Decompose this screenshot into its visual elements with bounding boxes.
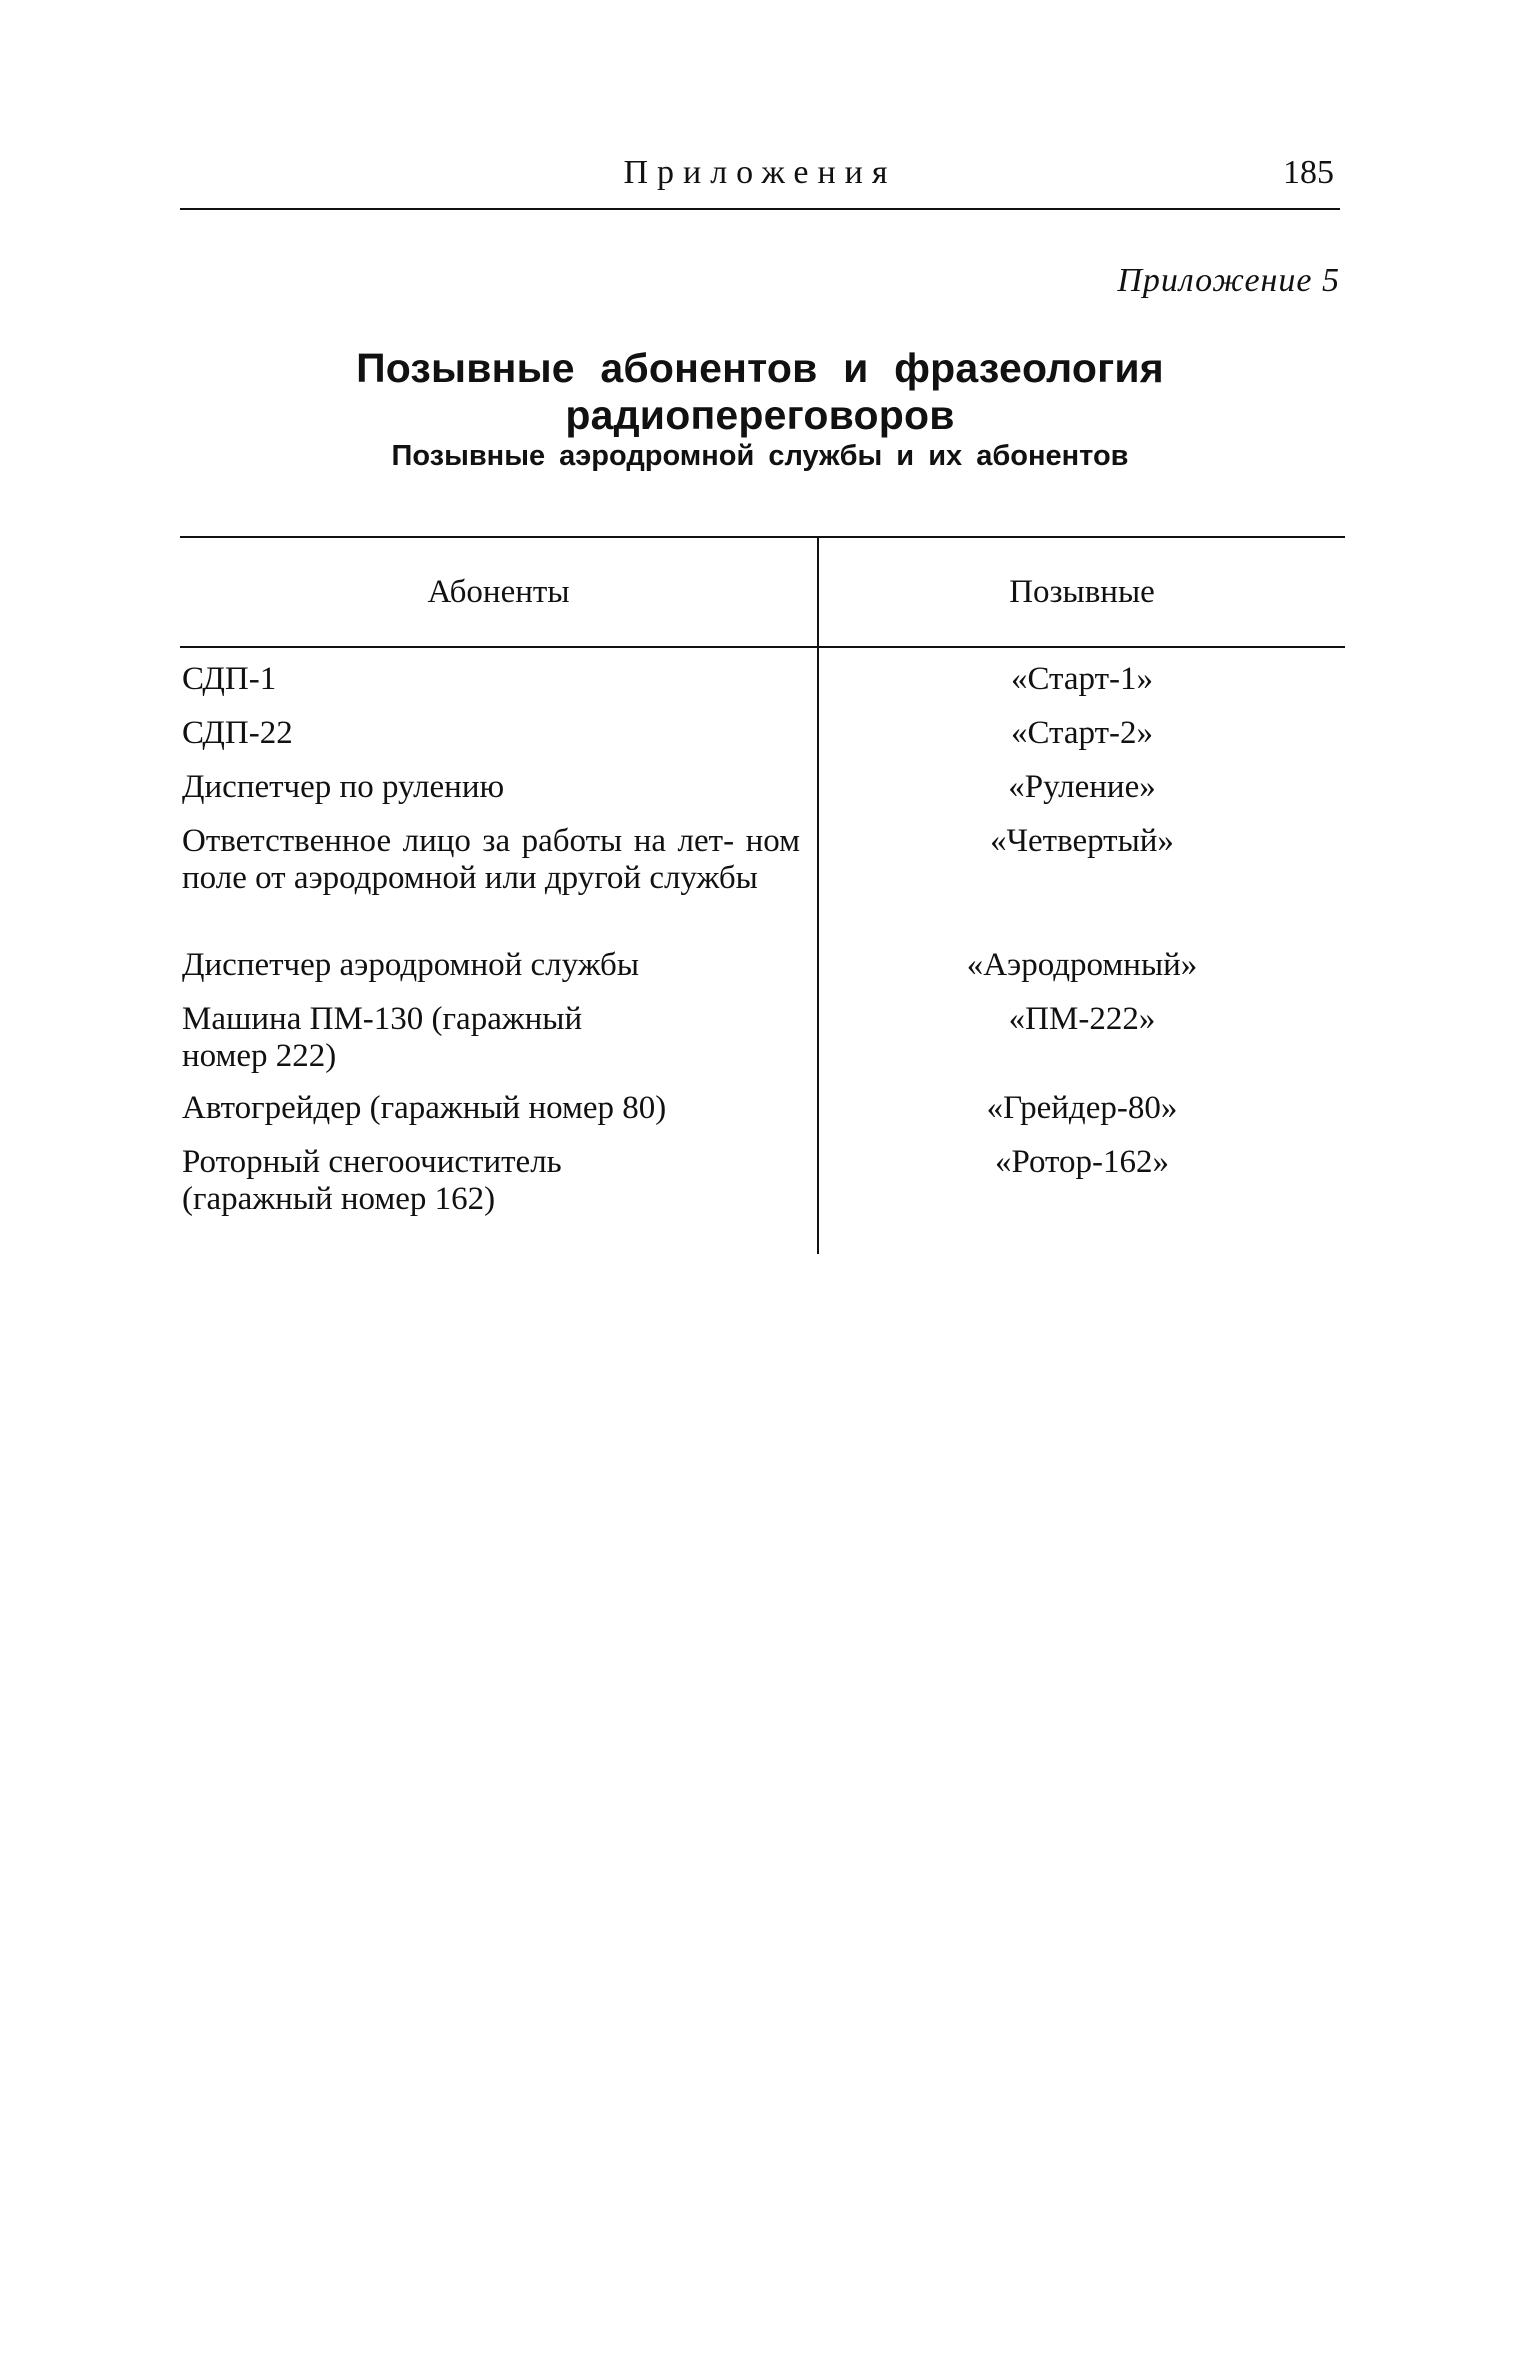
subscriber-cell: Диспетчер по рулению bbox=[182, 769, 505, 805]
subscriber-cell: СДП-1 bbox=[182, 661, 277, 697]
page-number: 185 bbox=[1283, 154, 1334, 191]
table-title: Позывные аэродромной службы и их абонентов bbox=[391, 440, 1129, 472]
column-header-subscribers: Абоненты bbox=[427, 574, 570, 610]
running-header bbox=[180, 150, 1340, 210]
subscriber-cell: Автогрейдер (гаражный номер 80) bbox=[182, 1090, 667, 1126]
callsign-cell: «Руление» bbox=[1008, 769, 1156, 805]
callsign-cell: «Старт-2» bbox=[1010, 715, 1154, 751]
page-title: Позывные абонентов и фразеология радиопереговоров bbox=[356, 345, 1164, 438]
callsign-cell: «Четвертый» bbox=[990, 823, 1174, 859]
table-top-rule bbox=[180, 536, 1345, 538]
subscriber-cell: Роторный снегоочиститель (гаражный номер 162) bbox=[182, 1144, 562, 1217]
callsign-table bbox=[180, 536, 1345, 1254]
callsign-cell: «ПМ-222» bbox=[1008, 1001, 1156, 1037]
appendix-label: Приложение 5 bbox=[1117, 262, 1340, 299]
table-header-rule bbox=[180, 646, 1345, 648]
callsign-cell: «Ротор-162» bbox=[994, 1144, 1170, 1180]
subscriber-cell: Ответственное лицо за работы на лет- ном поле от аэродромной или другой службы bbox=[182, 823, 800, 896]
callsign-cell: «Аэродромный» bbox=[966, 947, 1198, 983]
column-header-callsigns: Позывные bbox=[1009, 574, 1155, 610]
running-title: Приложения bbox=[623, 154, 897, 191]
subscriber-cell: Машина ПМ-130 (гаражный номер 222) bbox=[182, 1001, 583, 1074]
callsign-cell: «Старт-1» bbox=[1010, 661, 1154, 697]
subscriber-cell: Диспетчер аэродромной службы bbox=[182, 947, 640, 983]
subscriber-cell: СДП-22 bbox=[182, 715, 293, 751]
callsign-cell: «Грейдер-80» bbox=[986, 1090, 1178, 1126]
